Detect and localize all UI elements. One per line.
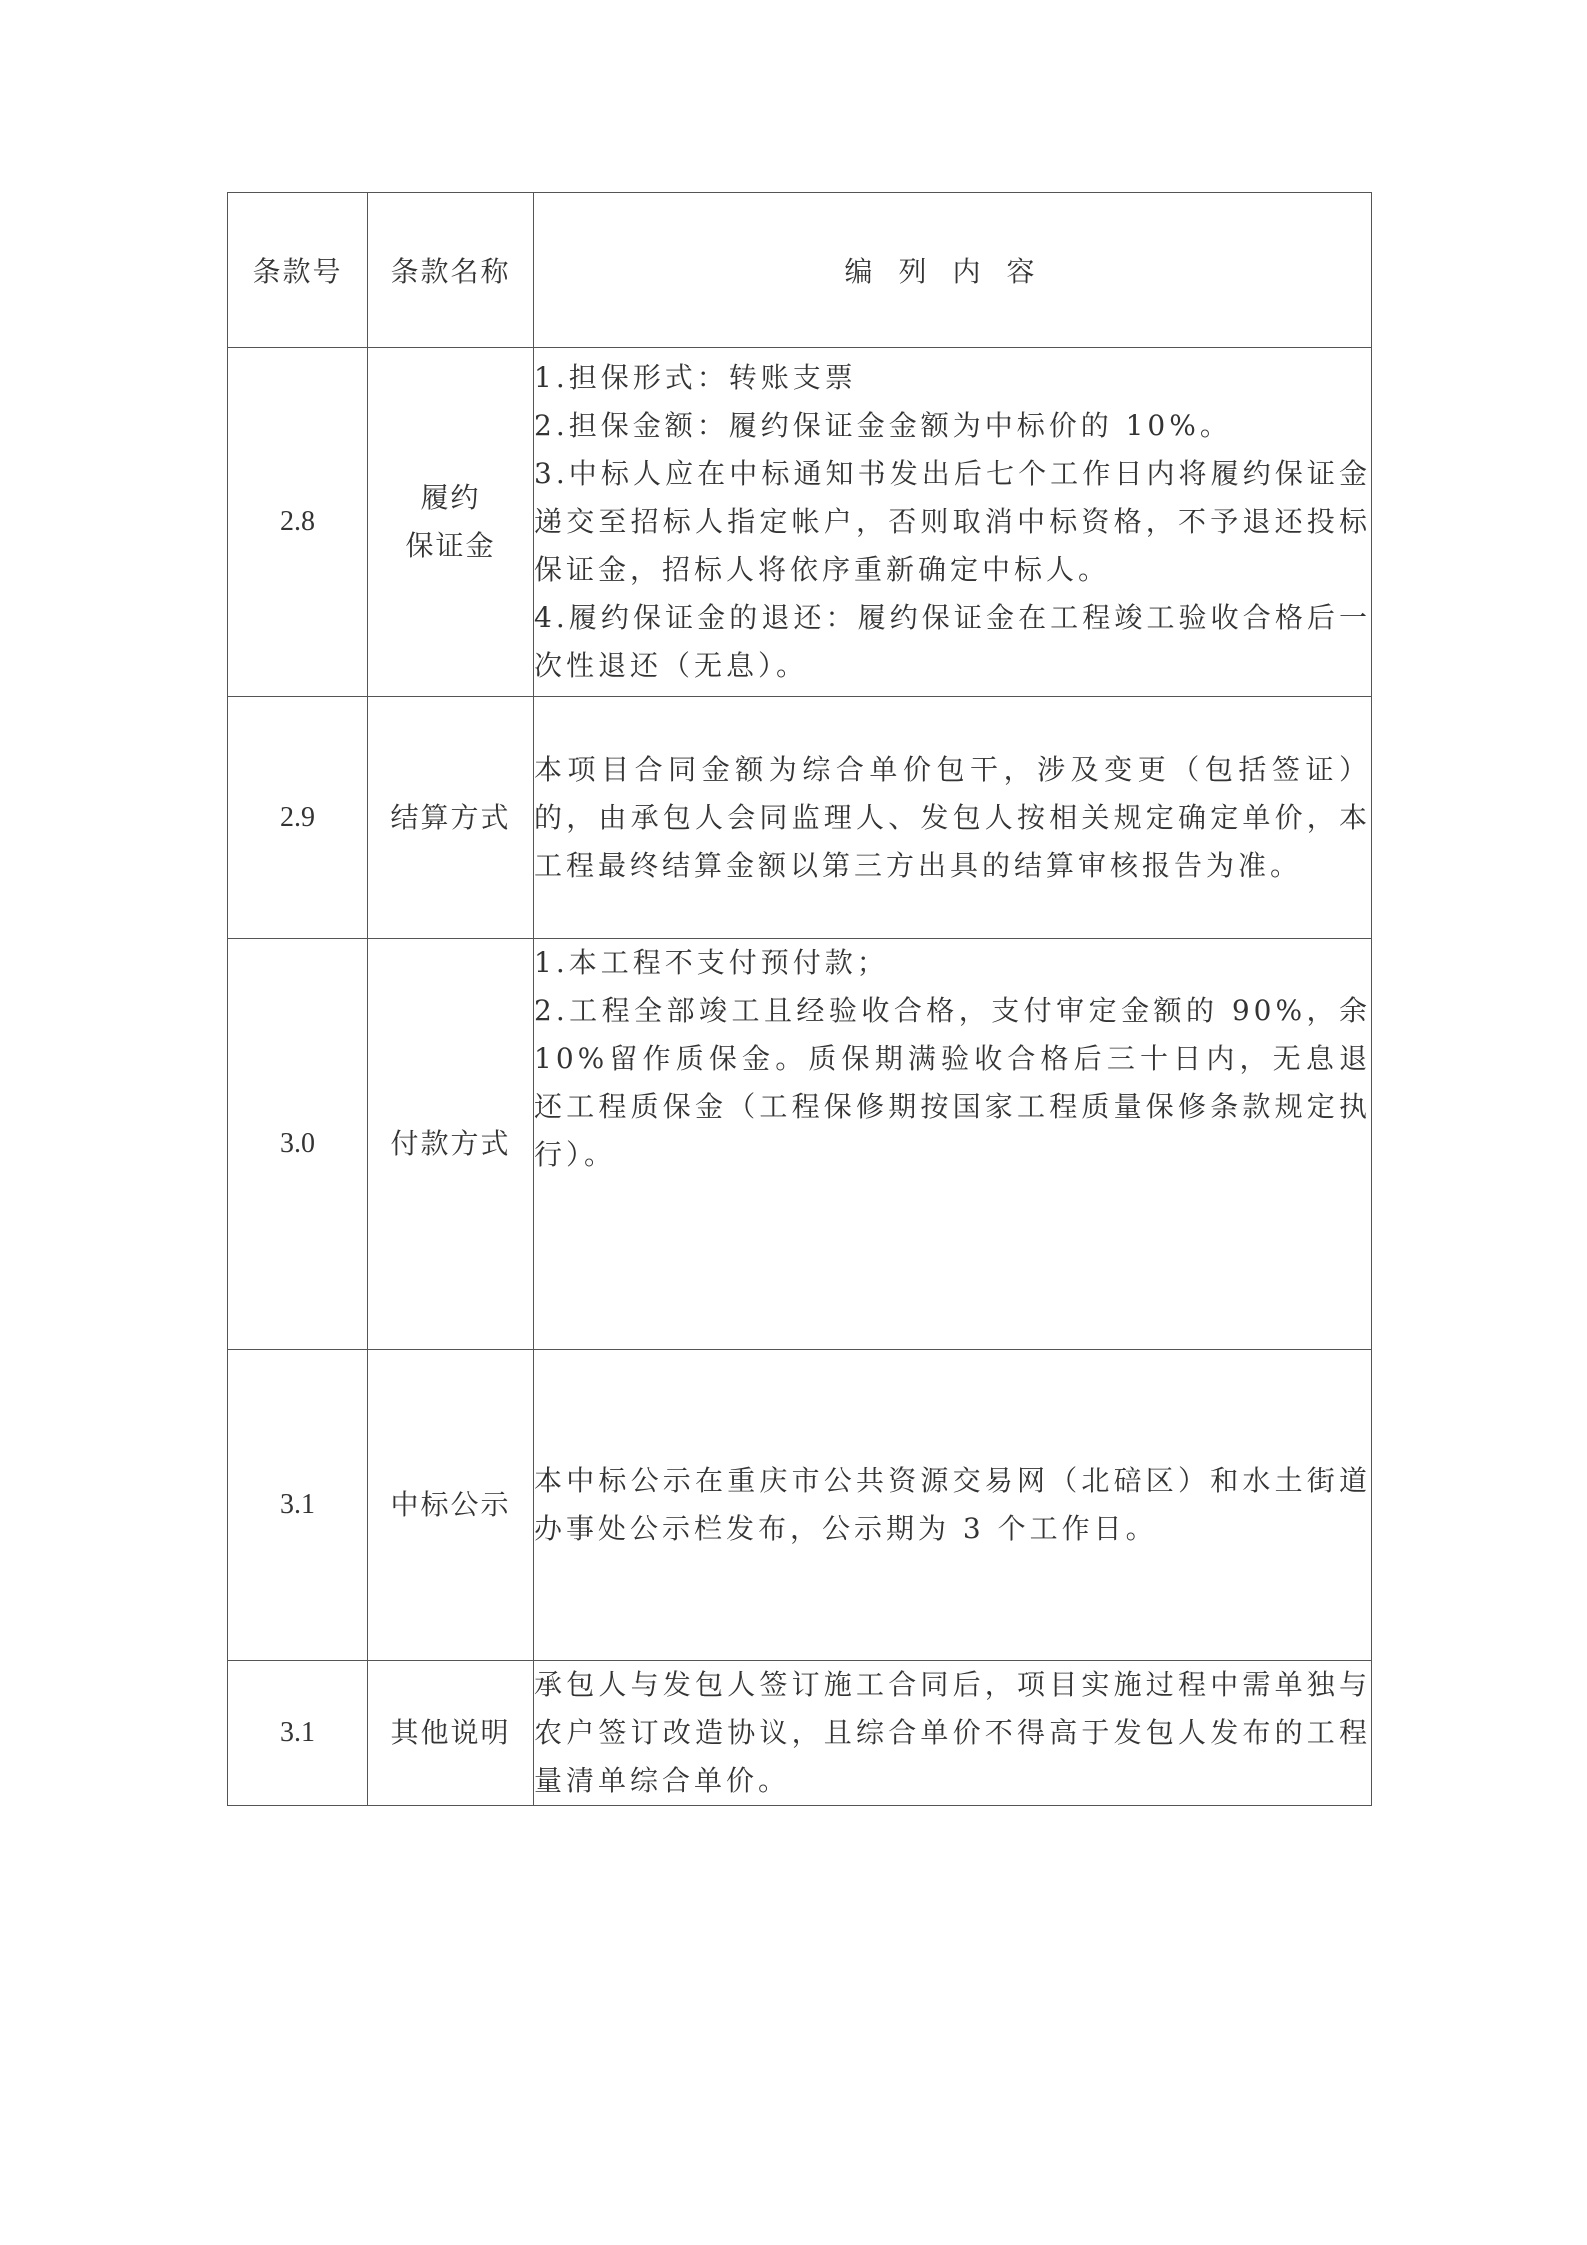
clause-no: 3.1 xyxy=(228,1661,368,1806)
clause-content xyxy=(534,348,1372,697)
content-line: 本中标公示在重庆市公共资源交易网（北碚区）和水土街道办事处公示栏发布，公示期为 3 个工作日。 xyxy=(534,1464,1371,1545)
clause-content xyxy=(534,939,1372,1350)
clause-no: 2.9 xyxy=(228,697,368,939)
table-row xyxy=(228,1661,1372,1806)
clause-content xyxy=(534,697,1372,939)
header-content: 编列内容 xyxy=(534,193,1372,348)
table-header-row xyxy=(228,193,1372,348)
clause-name-line: 履约 xyxy=(420,481,481,514)
content-line: 3.中标人应在中标通知书发出后七个工作日内将履约保证金递交至招标人指定帐户，否则取消中标资格，不予退还投标保证金，招标人将依序重新确定中标人。 xyxy=(534,457,1371,586)
clause-name xyxy=(368,1661,534,1806)
clause-content xyxy=(534,1350,1372,1661)
content-line: 本项目合同金额为综合单价包干，涉及变更（包括签证）的，由承包人会同监理人、发包人按相关规定确定单价，本工程最终结算金额以第三方出具的结算审核报告为准。 xyxy=(534,752,1371,882)
content-line: 1.担保形式：转账支票 xyxy=(534,361,857,394)
content-line: 2.担保金额：履约保证金金额为中标价的 10%。 xyxy=(534,409,1232,442)
header-clause-no: 条款号 xyxy=(228,193,368,348)
content-line: 1.本工程不支付预付款； xyxy=(534,946,889,979)
table-row xyxy=(228,1350,1372,1661)
clause-name xyxy=(368,939,534,1350)
table-row xyxy=(228,348,1372,697)
clause-name xyxy=(368,1350,534,1661)
clause-name-line: 其他说明 xyxy=(390,1716,511,1749)
clause-name xyxy=(368,348,534,697)
clause-name-line: 中标公示 xyxy=(390,1488,511,1521)
clause-name-line: 付款方式 xyxy=(390,1127,511,1160)
clause-no: 2.8 xyxy=(228,348,368,697)
content-line: 4.履约保证金的退还：履约保证金在工程竣工验收合格后一次性退还（无息）。 xyxy=(534,601,1371,682)
content-line: 承包人与发包人签订施工合同后，项目实施过程中需单独与农户签订改造协议，且综合单价不得高于发包人发布的工程量清单综合单价。 xyxy=(534,1668,1371,1797)
clause-no: 3.1 xyxy=(228,1350,368,1661)
content-line: 2.工程全部竣工且经验收合格，支付审定金额的 90%，余 10%留作质保金。质保期满验收合格后三十日内，无息退还工程质保金（工程保修期按国家工程质量保修条款规定执行）。 xyxy=(534,994,1371,1171)
clause-name-line: 保证金 xyxy=(405,529,496,562)
clause-table xyxy=(227,192,1372,1806)
table-row xyxy=(228,939,1372,1350)
table-row xyxy=(228,697,1372,939)
clause-content xyxy=(534,1661,1372,1806)
header-clause-name: 条款名称 xyxy=(368,193,534,348)
clause-name xyxy=(368,697,534,939)
clause-name-line: 结算方式 xyxy=(390,800,511,834)
clause-no: 3.0 xyxy=(228,939,368,1350)
